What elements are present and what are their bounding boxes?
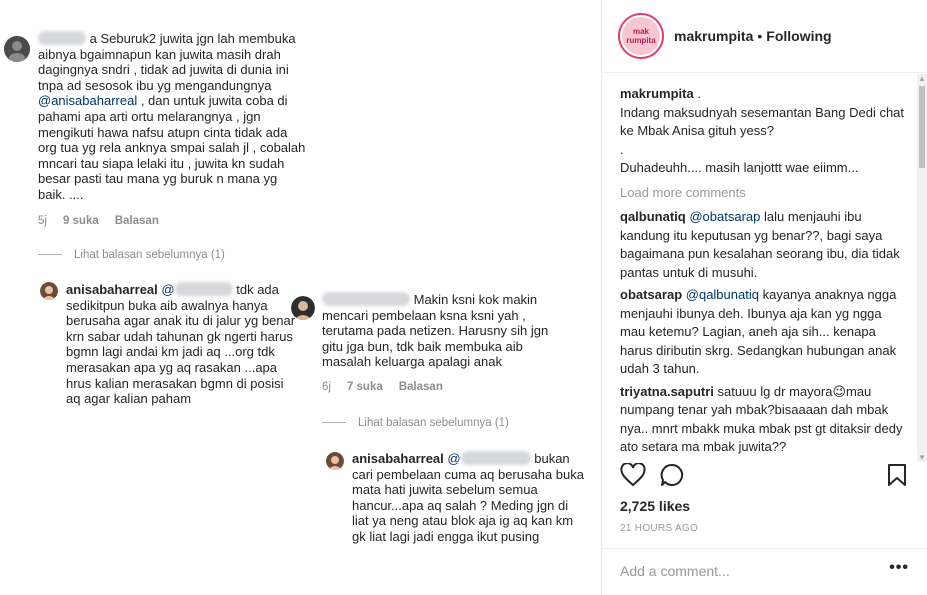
comment-item xyxy=(620,383,910,456)
more-options-icon[interactable]: ••• xyxy=(889,559,909,576)
comment-1-text-line1: a Seburuk2 juwita jgn lah xyxy=(89,31,235,46)
comment-1-text: membuka aibnya bgaimnapun kan juwita masih drah dagingnya sndri , tidak ad juwita di dunia ini tnpa ad sesosok ibu yg mengandungnya xyxy=(38,31,296,93)
action-bar xyxy=(620,463,910,491)
anisabaharreal-avatar xyxy=(40,282,58,300)
heart-icon[interactable] xyxy=(620,463,646,492)
reply-2-username: anisabaharreal xyxy=(352,451,444,466)
comment-username[interactable]: triyatna.saputri xyxy=(620,383,714,399)
caption-username[interactable]: makrumpita xyxy=(620,86,694,101)
comment-mention[interactable]: @qalbunatiq xyxy=(685,287,759,302)
caption-dot-2: . xyxy=(620,141,624,157)
bookmark-icon[interactable] xyxy=(887,463,907,492)
comments-scrollbar[interactable] xyxy=(917,74,927,462)
comment-2-meta xyxy=(322,381,443,393)
comment-2-text-line1: Makin ksni kok makin xyxy=(413,292,538,307)
reply-1-mention: @ xyxy=(161,282,175,297)
blurred-username xyxy=(38,31,86,45)
add-comment-input[interactable]: Add a comment... xyxy=(620,563,730,579)
reply-1-text: sedikitpun buka aib awalnya hanya berusaha agar anak itu di jalur yg benar krn sabar udah tahunan gk ngerti harus bgmn lagi andai km jadi aq ...org tdk merasakan apa yg aq rasakan ...apa hrus kalian merasakan bgmn di posisi aq agar kalian paham xyxy=(66,297,296,407)
reply-1-text-head: tdk ada xyxy=(236,282,279,297)
comment-1-text-after: , dan untuk juwita coba di pahami apa arti ortu melarangnya , jgn mengikuti hawa nafsu atupn cinta tidak ada org tua yg rela anknya smpai salah jl , cobalah mncari tau siapa lelaki itu , juwita kn sudah besar pasti tau mana yg buruk n mana yg baik. .... xyxy=(38,93,306,202)
scrollbar-thumb[interactable] xyxy=(919,86,925,168)
comment-1 xyxy=(38,31,308,203)
caption-end: Duhadeuhh.... masih lanjottt wae eiimm... xyxy=(620,160,859,175)
post-timestamp[interactable]: 21 HOURS AGO xyxy=(620,523,699,534)
reply-2-text: cari pembelaan cuma aq berusaha buka mata hati juwita sebelum semua hancur...apa aq salah ? Meding jgn di liat ya neng atau blok aja ig aq kan km gk liat lagi jadi engga ikut pusing xyxy=(352,466,584,544)
comment-text: lalu menjauhi ibu kandung itu keputusan yg benar??, bagi saya bagaimana pun kesalahan seorang ibu, dia tidak pantas untuk di musuhi. xyxy=(620,209,900,280)
comment-1-age: 5j xyxy=(38,215,47,227)
comment-1-mention: @anisabaharreal xyxy=(38,93,138,109)
comments-list xyxy=(620,85,910,455)
caption-dot: . xyxy=(697,86,701,101)
comment-text: kayanya anaknya ngga menjauhi ibunya deh. Ibunya aja kan yg ngga mau ketemu? Lagian, aneh aja sih... kenapa harus diributin skrg. Sedangkan hubungan anak udah 3 tahun. xyxy=(620,287,897,376)
reply-1 xyxy=(66,282,296,407)
caption xyxy=(620,85,910,178)
comment-1-likes: 9 suka xyxy=(62,215,99,227)
logo-text-bottom: rumpita xyxy=(626,36,656,45)
add-comment-bar xyxy=(602,548,927,595)
comment-2-likes: 7 suka xyxy=(346,381,383,393)
comment-2-age: 6j xyxy=(322,381,331,393)
makrumpita-logo xyxy=(622,17,660,55)
comment-2-reply: Balasan xyxy=(398,381,443,393)
reply-2-mention: @ xyxy=(447,451,461,466)
reply-2-text-head: bukan xyxy=(534,451,570,466)
scroll-up-arrow-icon[interactable]: ▲ xyxy=(918,74,926,83)
commenter-avatar xyxy=(4,36,30,62)
view-replies-2-label: Lihat balasan sebelumnya (1) xyxy=(358,417,509,429)
comment-item xyxy=(620,286,910,379)
comment-item xyxy=(620,208,910,282)
profile-avatar[interactable] xyxy=(618,13,664,59)
anisabaharreal-avatar-2 xyxy=(326,452,344,470)
post-header xyxy=(602,0,927,73)
comment-username[interactable]: obatsarap xyxy=(620,287,683,302)
reply-1-username: anisabaharreal xyxy=(66,282,158,297)
commenter-2-avatar xyxy=(291,296,315,320)
view-replies-1 xyxy=(38,249,225,261)
logo-text-top: mak xyxy=(632,27,649,36)
comment-1-reply: Balasan xyxy=(114,215,159,227)
header-separator: • xyxy=(757,28,763,44)
comment-bubble-icon[interactable] xyxy=(660,463,684,492)
divider-line xyxy=(322,422,346,423)
header-username[interactable]: makrumpita xyxy=(674,28,754,44)
view-replies-1-label: Lihat balasan sebelumnya (1) xyxy=(74,249,225,261)
comment-username[interactable]: qalbunatiq xyxy=(620,209,686,224)
comment-text: satuuu lg dr mayora😉mau numpang tenar yah mbak?bisaaaan dah mbak nya.. mnrt mbakk muka mbak pst gt ditaksir dedy ato setara ma mbak juwita?? xyxy=(620,383,903,454)
comment-mention[interactable]: @obatsarap xyxy=(689,209,761,224)
post-sidebar xyxy=(601,0,927,595)
reply-2 xyxy=(352,451,588,545)
divider-line xyxy=(38,254,62,255)
blurred-mention-2 xyxy=(461,451,531,465)
load-more-comments[interactable]: Load more comments xyxy=(620,184,746,200)
blurred-username-2 xyxy=(322,292,410,306)
following-button[interactable]: Following xyxy=(766,28,832,44)
comment-2 xyxy=(322,292,562,370)
like-count[interactable]: 2,725 likes xyxy=(620,498,691,514)
comment-2-text: mencari pembelaan ksna ksni yah , terutama pada netizen. Harusny sih jgn gitu jga bun, tdk baik membuka aib masalah keluarga apalagi anak xyxy=(322,307,549,370)
caption-body: Indang maksudnyah sesemantan Bang Dedi chat ke Mbak Anisa gituh yess? xyxy=(620,104,905,138)
scroll-down-arrow-icon[interactable]: ▼ xyxy=(918,453,926,462)
comment-1-meta xyxy=(38,215,159,227)
view-replies-2 xyxy=(322,417,509,429)
blurred-mention xyxy=(175,282,233,296)
